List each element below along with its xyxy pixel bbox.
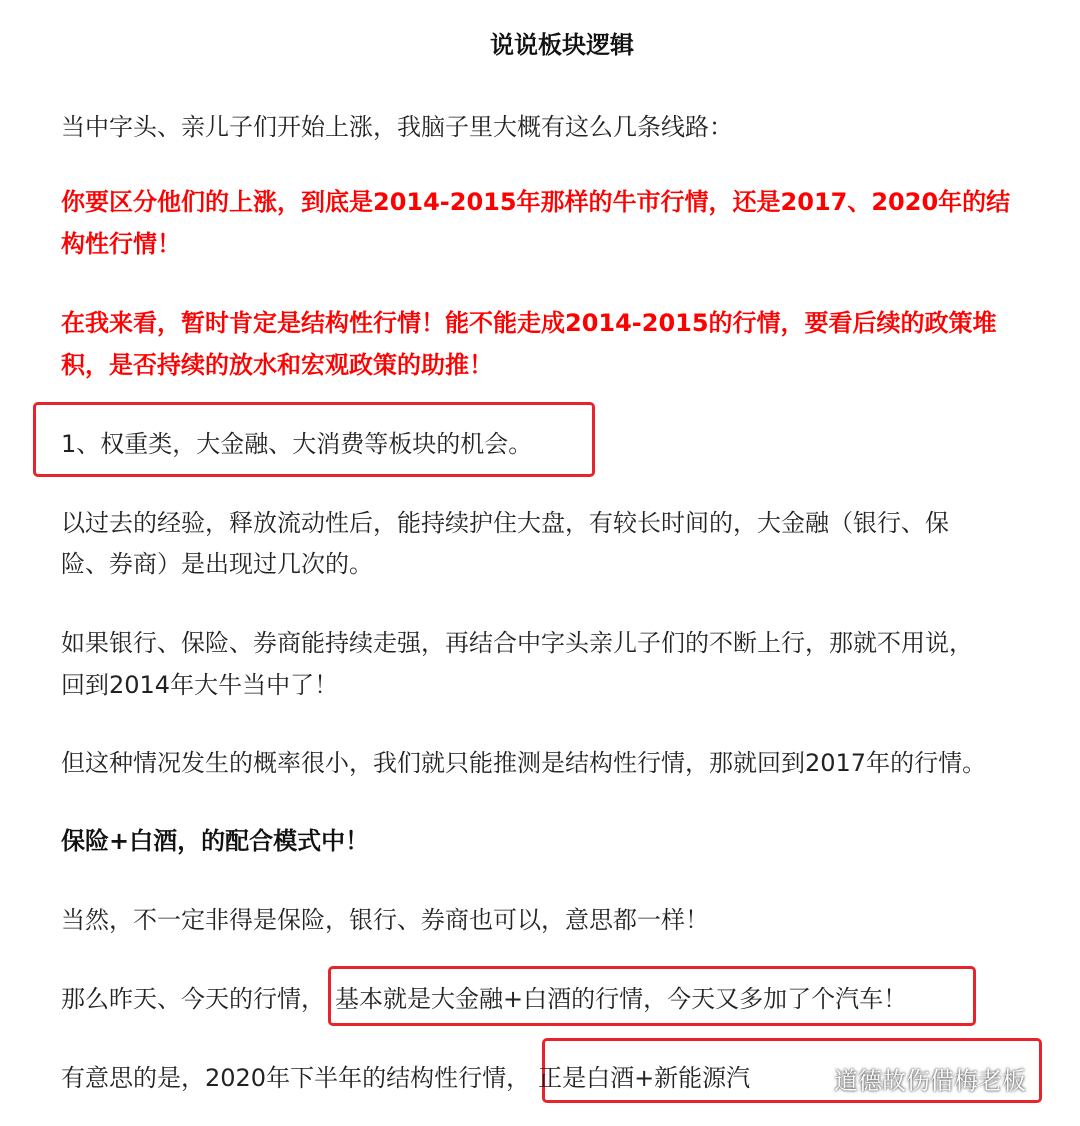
of-course-paragraph: 当然，不一定非得是保险，银行、券商也可以，意思都一样！ [61,906,709,934]
yesterday-boxed-text: 基本就是大金融+白酒的行情，今天又多加了个汽车！ [335,985,908,1013]
watermark-text: 道德故伤借梅老板 [834,1067,1026,1095]
experience-paragraph-line-2: 险、券商）是出现过几次的。 [61,550,373,578]
intro-paragraph: 当中字头、亲儿子们开始上涨，我脑子里大概有这么几条线路： [61,113,733,141]
article-title: 说说板块逻辑 [490,31,634,59]
experience-paragraph-line-1: 以过去的经验，释放流动性后，能持续护住大盘，有较长时间的，大金融（银行、保 [61,509,949,537]
bold-subheading: 保险+白酒，的配合模式中！ [61,827,370,855]
red-paragraph-2-line-2: 积，是否持续的放水和宏观政策的助推！ [61,351,493,379]
interesting-prefix: 有意思的是，2020年下半年的结构性行情， [61,1064,531,1092]
yesterday-paragraph [61,978,907,1020]
yesterday-prefix: 那么昨天、今天的行情， [61,985,325,1013]
point-1-line: 1、权重类，大金融、大消费等板块的机会。 [61,430,533,458]
wechat-icon [800,1071,830,1093]
red-paragraph-1-line-2: 构性行情！ [61,230,181,258]
if-paragraph-line-2: 回到2014年大牛当中了！ [61,671,339,699]
red-paragraph-2-line-1: 在我来看，暂时肯定是结构性行情！能不能走成2014-2015的行情，要看后续的政策堆 [61,309,997,337]
but-paragraph: 但这种情况发生的概率很小，我们就只能推测是结构性行情，那就回到2017年的行情。 [61,749,987,777]
if-paragraph-line-1: 如果银行、保险、券商能持续走强，再结合中字头亲儿子们的不断上行，那就不用说， [61,629,973,657]
interesting-boxed-text: 正是白酒+新能源汽 [538,1064,751,1092]
interesting-paragraph [61,1057,750,1099]
watermark [800,1061,1026,1101]
red-paragraph-1-line-1: 你要区分他们的上涨，到底是2014-2015年那样的牛市行情，还是2017、2020年的结 [61,188,1011,216]
